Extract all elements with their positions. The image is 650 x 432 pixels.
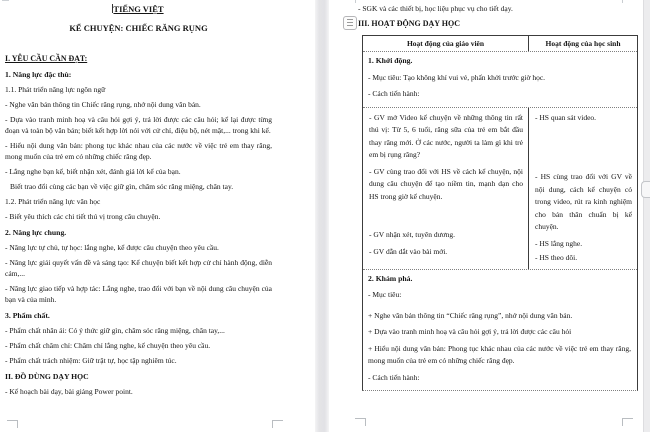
paragraph: - HS cùng trao đổi với GV về nội dung, cách kể chuyện có trong video, rút ra kinh nghiệm cho bản thân chuẩn bị kể chuyện. — [535, 172, 632, 231]
paragraph: - Lắng nghe bạn kể, biết nhận xét, đánh giá lời kể của bạn. — [5, 167, 181, 176]
paragraph: - Phẩm chất chăm chỉ: Chăm chỉ lắng nghe, kể chuyện theo yêu cầu. — [5, 341, 211, 350]
paragraph: - Dựa vào tranh minh hoạ và câu hỏi gợi ý, trả lời được các câu hỏi; kể lại được từng đoạn và toàn bộ văn bản; biết kết hợp lời nói với cử chỉ, điệu bộ, nét mặt,... trong khi kể. — [5, 115, 272, 135]
paragraph: II. ĐỒ DÙNG DẠY HỌC — [5, 372, 89, 381]
paragraph: - Cách tiến hành: — [368, 372, 420, 382]
paragraph: - HS lắng nghe. — [535, 238, 583, 248]
crop-mark — [272, 420, 283, 428]
paragraph: - Nghe văn bản thông tin Chiếc răng rụng, nhớ nội dung văn bản. — [5, 100, 201, 109]
crop-mark — [7, 420, 18, 428]
header-cell-teacher: Hoạt động của giáo viên — [363, 36, 529, 51]
scroll-tab[interactable] — [641, 181, 650, 198]
list-lines-icon[interactable] — [343, 16, 357, 30]
paragraph: - Cách tiến hành: — [368, 89, 420, 98]
section-heading-activities: III. HOẠT ĐỘNG DẠY HỌC — [358, 19, 461, 28]
paragraph: - Kế hoạch bài dạy, bài giảng Power point. — [5, 387, 133, 396]
paragraph: - Năng lực giải quyết vấn đề và sáng tạo: Kể chuyện biết kết hợp cử chỉ hành động, diễn cảm,... — [5, 258, 272, 278]
paragraph: Biết trao đổi cùng các bạn về việc giữ gìn, chăm sóc răng miệng, chân tay. — [10, 182, 234, 191]
page-gap — [315, 0, 329, 432]
paragraph: KỂ CHUYỆN: CHIẾC RĂNG RỤNG — [69, 23, 208, 33]
paragraph: I. YÊU CẦU CẦN ĐẠT: — [5, 54, 88, 63]
paragraph: - HS theo dõi. — [535, 253, 578, 262]
paragraph: - Biết yêu thích các chi tiết thú vị trong câu chuyện. — [5, 212, 161, 221]
window-margin — [643, 0, 650, 432]
list-lines-glyph — [347, 19, 353, 26]
crop-mark — [622, 418, 633, 426]
paragraph: - Năng lực tự chủ, tự học: lắng nghe, kể được câu chuyện theo yêu cầu. — [5, 243, 219, 252]
paragraph: - HS quan sát video. — [535, 112, 597, 122]
paragraph: 3. Phẩm chất. — [5, 311, 50, 320]
row-warmup-activities — [363, 108, 637, 270]
row-warmup — [363, 52, 637, 108]
page-right — [329, 0, 643, 432]
paragraph: 1.2. Phát triển năng lực văn học — [5, 197, 101, 206]
header-cell-student: Hoạt động của học sinh — [545, 39, 621, 48]
paragraph: TIẾNG VIỆT — [113, 4, 164, 14]
row-discover — [363, 270, 637, 391]
paragraph: 1. Năng lực đặc thù: — [5, 70, 72, 79]
crop-mark — [2, 0, 9, 1]
paragraph: + Hiểu nội dung văn bản: Phong tục khác nhau của các nước về việc trẻ em thay răng, mong muốn của trẻ em có những chiếc răng đẹp. — [368, 343, 631, 365]
paragraph: 1. Khởi động. — [368, 56, 413, 65]
activity-table-header — [363, 36, 637, 52]
left-page-body — [5, 3, 272, 397]
paragraph: - Mục tiêu: Tạo không khí vui vẻ, phấn khởi trước giờ học. — [368, 72, 546, 82]
crop-mark — [355, 0, 356, 3]
paragraph: + Dựa vào tranh minh hoạ và câu hỏi gợi ý, trả lời được các câu hỏi — [368, 327, 572, 336]
teacher-activity-cell — [363, 108, 529, 269]
paragraph: 2. Khám phá. — [368, 273, 413, 283]
crop-mark — [355, 418, 366, 426]
sgk-note: - SGK và các thiết bị, học liệu phục vụ cho tiết dạy. — [358, 4, 513, 13]
paragraph: - Năng lực giao tiếp và hợp tác: Lắng nghe, trao đổi với bạn về nội dung câu chuyện của bạn và của mình. — [5, 284, 272, 304]
activity-table — [362, 35, 638, 391]
paragraph: - Mục tiêu: — [368, 290, 402, 299]
paragraph: 1.1. Phát triển năng lực ngôn ngữ — [5, 85, 106, 94]
student-activity-cell — [529, 108, 637, 269]
paragraph: - Hiểu nội dung văn bản: phong tục khác nhau của các nước về việc trẻ em thay răng, mong muốn của trẻ em có những chiếc răng đẹp. — [5, 141, 272, 161]
paragraph: - Phẩm chất trách nhiệm: Giữ trật tự, học tập nghiêm túc. — [5, 356, 177, 365]
paragraph: - GV mở Video kể chuyện về những thông tin rất thú vị: Từ 5, 6 tuổi, răng sữa của trẻ em bắt đầu thay răng mới. Ở các nước, người ta làm gì khi trẻ em bị rụng răng? — [369, 112, 523, 159]
paragraph: - GV dẫn dắt vào bài mới. — [369, 246, 448, 256]
paragraph: - GV nhận xét, tuyên dương. — [369, 230, 456, 239]
paragraph: 2. Năng lực chung. — [5, 228, 67, 237]
paragraph: - GV cùng trao đổi với HS về cách kể chuyện, nội dung câu chuyện để tạo niềm tin, mạnh dạn cho HS trong giờ kể chuyện. — [369, 166, 523, 201]
paragraph: + Nghe văn bản thông tin “Chiếc răng rụng”, nhớ nội dung văn bản. — [368, 310, 573, 320]
page-left — [0, 0, 315, 432]
paragraph: - Phẩm chất nhân ái: Có ý thức giữ gìn, chăm sóc răng miệng, chân tay,... — [5, 326, 225, 335]
